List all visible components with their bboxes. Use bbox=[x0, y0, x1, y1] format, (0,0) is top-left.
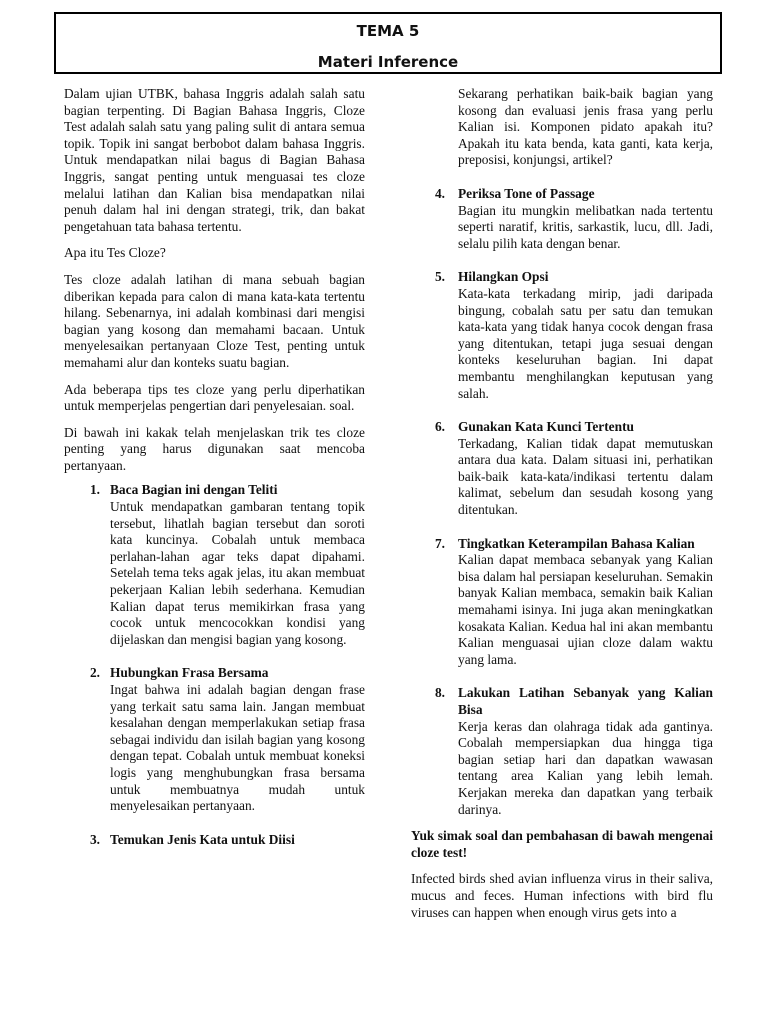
item-number: 1. bbox=[89, 482, 100, 498]
item-text: Kalian dapat membaca sebanyak yang Kalian bisa dalam hal persiapan keseluruhan. Semakin banyak Kalian membaca, semakin baik Kalian memahami isinya. Ini juga akan meningkatkan kosakata Kalian. Kedua hal ini akan membantu Kalian menguasai ujian cloze dalam waktu yang lama. bbox=[458, 552, 713, 667]
list-item bbox=[411, 419, 713, 519]
item-title: Tingkatkan Keterampilan Bahasa Kalian bbox=[458, 535, 695, 551]
item-number: 7. bbox=[434, 535, 445, 551]
item-number: 5. bbox=[434, 269, 445, 285]
tips-paragraph: Ada beberapa tips tes cloze yang perlu diperhatikan untuk memperjelas pengertian dari penyelesaian. soal. bbox=[64, 381, 365, 414]
item-text: Untuk mendapatkan gambaran tentang topik tersebut, lihatlah bagian tersebut dan soroti kata kuncinya. Cobalah untuk membaca perlahan-lahan agar teks dapat dipahami. Setelah tema teks agak jelas, itu akan membuat pekerjaan Kalian lebih sederhana. Kemudian Kalian dapat terus memikirkan frasa yang cocok untuk mencocokkan kondisi yang dijelaskan dan mengisi bagian yang kosong. bbox=[110, 499, 365, 647]
list-item bbox=[64, 832, 365, 849]
item-title: Temukan Jenis Kata untuk Diisi bbox=[110, 831, 295, 847]
item-title: Hilangkan Opsi bbox=[458, 269, 549, 285]
item-title: Periksa Tone of Passage bbox=[458, 185, 595, 201]
item-number: 3. bbox=[89, 831, 100, 847]
intro-paragraph: Dalam ujian UTBK, bahasa Inggris adalah salah satu bagian terpenting. Di Bagian Bahasa Inggris, Cloze Test adalah salah satu yang paling sulit di antara semua topik. Topik ini sangat berbobot dalam bahasa Inggris. Untuk mendapatkan nilai bagus di Bagian Bahasa Inggris, sangat penting untuk menguasai tes cloze melalui latihan dan Kalian bisa mendapatkan nilai penuh dalam hal ini dengan strategi, trik, dan bakat pengetahuan tata bahasa tertentu. bbox=[64, 86, 365, 234]
list-item bbox=[411, 536, 713, 669]
item-text: Kerja keras dan olahraga tidak ada gantinya. Cobalah mempersiapkan dua hingga tiga bagian setiap hari dan dapatkan wawasan tentang area Kalian yang lebih lemah. Kerjakan mereka dan dapatkan yang terbaik darinya. bbox=[458, 718, 713, 817]
item-text: Bagian itu mungkin melibatkan nada tertentu seperti naratif, kritis, sarkastik, lucu, dll. Jadi, selalu pilih kata dengan benar. bbox=[458, 202, 713, 251]
item-3-continuation: Sekarang perhatikan baik-baik bagian yang kosong dan evaluasi jenis frasa yang perlu Kalian isi. Komponen pidato apakah itu? Apakah itu kata benda, kata ganti, kata kerja, preposisi, konjungsi, artikel? bbox=[458, 86, 713, 168]
item-title: Lakukan Latihan Sebanyak yang Kalian Bisa bbox=[458, 685, 713, 717]
list-item bbox=[411, 186, 713, 252]
material-title: Materi Inference bbox=[317, 53, 459, 71]
item-number: 6. bbox=[434, 419, 445, 435]
list-item bbox=[411, 685, 713, 818]
title-box bbox=[54, 12, 722, 74]
right-column bbox=[411, 86, 713, 931]
item-title: Baca Bagian ini dengan Teliti bbox=[110, 482, 278, 498]
list-item bbox=[64, 482, 365, 648]
item-text: Kata-kata terkadang mirip, jadi daripada bingung, cobalah satu per satu dan temukan kata-kata yang tidak hanya cocok dengan frasa yang ditentukan, tetapi juga sesuai dengan konteks keseluruhan bagian. Ini dapat membantu menghilangkan keputusan yang salah. bbox=[458, 285, 713, 401]
list-item bbox=[64, 665, 365, 814]
item-number: 2. bbox=[89, 665, 100, 681]
left-column bbox=[64, 86, 365, 865]
item-number: 8. bbox=[434, 685, 445, 701]
tricks-paragraph: Di bawah ini kakak telah menjelaskan trik tes cloze penting yang harus digunakan saat mencoba pertanyaan. bbox=[64, 424, 365, 473]
item-number: 4. bbox=[434, 185, 445, 201]
item-title: Hubungkan Frasa Bersama bbox=[110, 665, 269, 681]
closing-callout: Yuk simak soal dan pembahasan di bawah mengenai cloze test! bbox=[411, 828, 713, 860]
theme-title: TEMA 5 bbox=[356, 22, 420, 40]
question-heading: Apa itu Tes Cloze? bbox=[64, 245, 166, 261]
list-item bbox=[411, 269, 713, 402]
item-text: Ingat bahwa ini adalah bagian dengan frase yang terkait satu sama lain. Jangan membuat kesalahan dengan memperlakukan setiap frasa sebagai individu dan isilah bagian yang kosong dengan tepat. Cobalah untuk membuat koneksi logis yang menghubungkan frasa bersama untuk membuatnya mudah untuk menyelesaikan pertanyaan. bbox=[110, 682, 365, 814]
item-title: Gunakan Kata Kunci Tertentu bbox=[458, 419, 634, 435]
passage-text: Infected birds shed avian influenza virus in their saliva, mucus and feces. Human infections with bird flu viruses can happen when enough virus gets into a bbox=[411, 871, 713, 920]
item-text: Terkadang, Kalian tidak dapat memutuskan antara dua kata. Dalam situasi ini, perhatikan baik-baik kata-kata/indikasi tertentu dalam kalimat, sebelum dan sesudah kosong yang ditentukan. bbox=[458, 435, 713, 518]
definition-paragraph: Tes cloze adalah latihan di mana sebuah bagian diberikan kepada para calon di mana kata-kata tertentu hilang. Sebenarnya, ini adalah kombinasi dari mengisi bagian yang kosong dan memahami bacaan. Untuk menyelesaikan pertanyaan Cloze Test, penting untuk memahami alur dan konteks suatu bagian. bbox=[64, 271, 365, 370]
